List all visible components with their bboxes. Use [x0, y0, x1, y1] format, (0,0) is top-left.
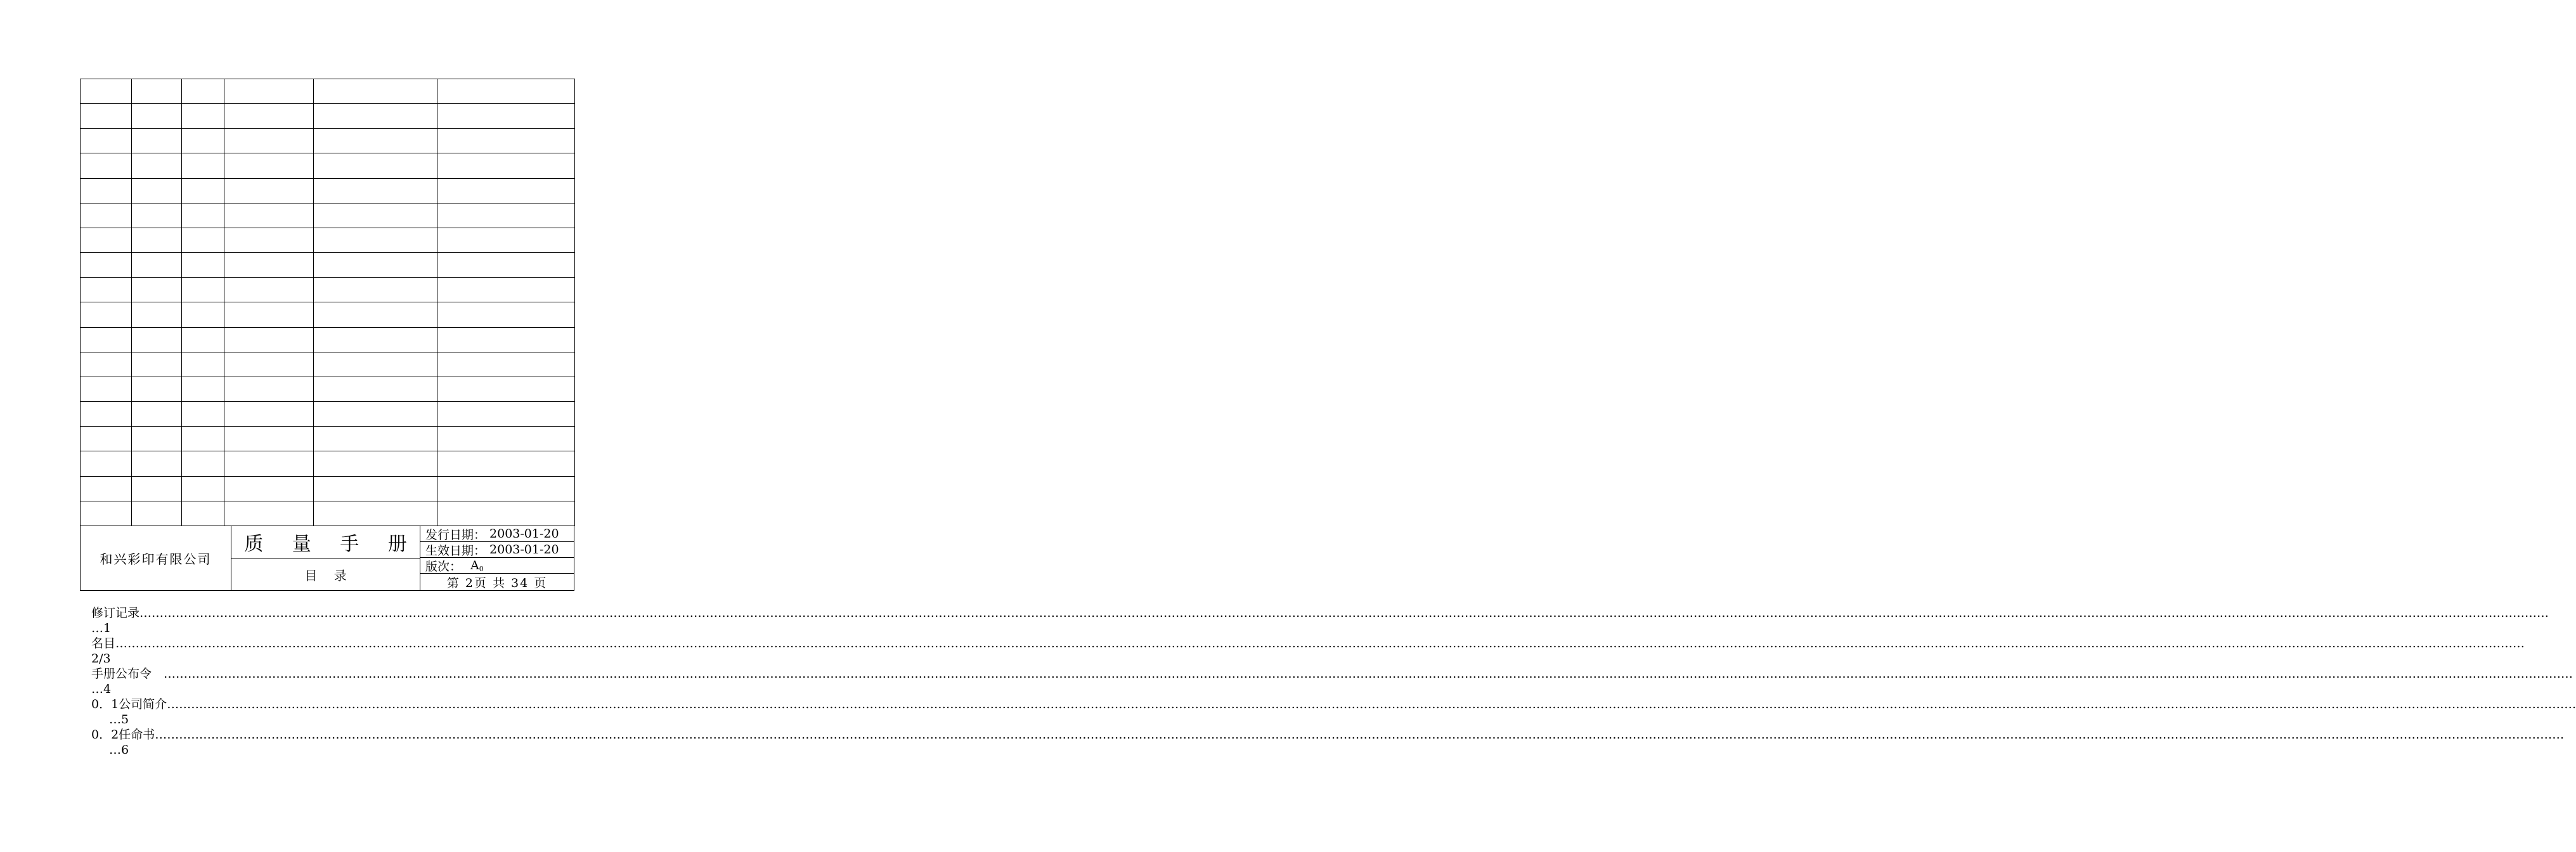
- version-value: [470, 558, 484, 573]
- grid-cell: [437, 402, 575, 427]
- toc-leader-dots: ……………………………………………………………………………………………………………………………………………………………………………………………………………………………………………………………………………………………………………………………………………………………………………………………………………………………………………………………………………………………………………………………………………………: [139, 606, 2549, 620]
- toc-entry-title: 0．1公司简介: [91, 697, 167, 711]
- grid-cell: [437, 253, 575, 278]
- grid-cell: [314, 402, 437, 427]
- grid-cell: [132, 451, 182, 476]
- grid-row: [81, 203, 575, 228]
- grid-cell: [81, 377, 132, 401]
- grid-cell: [81, 79, 132, 104]
- grid-row: [81, 153, 575, 178]
- document-title: 质 量 手 册: [231, 526, 420, 558]
- grid-row: [81, 451, 575, 476]
- grid-cell: [224, 203, 314, 228]
- grid-cell: [81, 427, 132, 451]
- grid-cell: [81, 451, 132, 476]
- grid-cell: [314, 278, 437, 302]
- table-of-contents: [91, 605, 2576, 758]
- grid-cell: [132, 253, 182, 278]
- grid-cell: [437, 352, 575, 377]
- grid-cell: [81, 253, 132, 278]
- grid-cell: [81, 352, 132, 377]
- grid-cell: [437, 178, 575, 203]
- grid-cell: [224, 302, 314, 327]
- toc-leader-dots: ……………………………………………………………………………………………………………………………………………………………………………………………………………………………………………………………………………………………………………………………………………………………………………………………………………………………………………………………………………………………………………………………………………………: [167, 697, 2576, 711]
- grid-cell: [132, 501, 182, 526]
- grid-cell: [182, 352, 224, 377]
- grid-cell: [437, 104, 575, 129]
- grid-cell: [182, 327, 224, 352]
- effective-date-value: 2003-01-20: [489, 543, 559, 557]
- grid-cell: [132, 153, 182, 178]
- grid-cell: [81, 327, 132, 352]
- grid-cell: [224, 402, 314, 427]
- grid-cell: [224, 476, 314, 501]
- company-name: 和兴彩印有限公司: [80, 526, 231, 591]
- grid-cell: [224, 253, 314, 278]
- grid-cell: [224, 278, 314, 302]
- grid-cell: [314, 178, 437, 203]
- grid-cell: [81, 129, 132, 153]
- toc-entry-title: 名目: [91, 636, 116, 650]
- page-info: 第 2页 共 34 页: [420, 573, 574, 591]
- grid-row: [81, 104, 575, 129]
- grid-cell: [437, 153, 575, 178]
- grid-cell: [132, 278, 182, 302]
- grid-cell: [314, 501, 437, 526]
- toc-entry[interactable]: [91, 727, 2565, 758]
- grid-cell: [314, 352, 437, 377]
- grid-cell: [437, 327, 575, 352]
- issue-date-label: 发行日期：: [425, 527, 486, 542]
- grid-row: [81, 427, 575, 451]
- grid-cell: [224, 178, 314, 203]
- grid-cell: [81, 501, 132, 526]
- revision-record-table: [80, 79, 575, 526]
- grid-cell: [224, 153, 314, 178]
- toc-entry[interactable]: [91, 636, 2525, 666]
- toc-entry-title: 修订记录: [91, 606, 140, 620]
- grid-cell: [437, 203, 575, 228]
- grid-cell: [314, 104, 437, 129]
- grid-cell: [81, 476, 132, 501]
- grid-cell: [224, 427, 314, 451]
- toc-entry-title: 手册公布令: [91, 667, 164, 681]
- grid-cell: [182, 79, 224, 104]
- grid-cell: [437, 79, 575, 104]
- grid-cell: [132, 327, 182, 352]
- grid-cell: [437, 501, 575, 526]
- grid-cell: [182, 203, 224, 228]
- grid-cell: [132, 402, 182, 427]
- toc-entry-page: …4: [91, 682, 112, 696]
- grid-cell: [182, 228, 224, 252]
- grid-cell: [182, 302, 224, 327]
- grid-cell: [224, 377, 314, 401]
- grid-row: [81, 302, 575, 327]
- grid-cell: [132, 302, 182, 327]
- grid-cell: [81, 228, 132, 252]
- grid-cell: [224, 129, 314, 153]
- grid-cell: [182, 129, 224, 153]
- grid-cell: [81, 178, 132, 203]
- grid-cell: [182, 402, 224, 427]
- grid-cell: [182, 451, 224, 476]
- grid-cell: [132, 178, 182, 203]
- grid-cell: [224, 352, 314, 377]
- grid-cell: [224, 79, 314, 104]
- grid-cell: [132, 203, 182, 228]
- grid-cell: [314, 451, 437, 476]
- version-letter: A: [470, 558, 479, 572]
- grid-cell: [437, 228, 575, 252]
- grid-cell: [437, 451, 575, 476]
- grid-cell: [224, 501, 314, 526]
- grid-cell: [81, 203, 132, 228]
- grid-cell: [314, 228, 437, 252]
- grid-cell: [132, 476, 182, 501]
- toc-entry-title: 0．2任命书: [91, 728, 155, 742]
- grid-cell: [314, 129, 437, 153]
- grid-cell: [132, 377, 182, 401]
- grid-row: [81, 377, 575, 401]
- grid-cell: [182, 178, 224, 203]
- grid-cell: [437, 278, 575, 302]
- grid-cell: [314, 203, 437, 228]
- issue-date-row: [420, 526, 574, 542]
- grid-cell: [224, 104, 314, 129]
- grid-row: [81, 79, 575, 104]
- grid-cell: [81, 153, 132, 178]
- grid-cell: [81, 104, 132, 129]
- grid-cell: [81, 402, 132, 427]
- grid-cell: [224, 451, 314, 476]
- grid-cell: [132, 427, 182, 451]
- grid-cell: [182, 278, 224, 302]
- toc-entry-page: …5: [109, 713, 129, 726]
- grid-row: [81, 476, 575, 501]
- toc-entry-page: …6: [109, 743, 129, 757]
- grid-cell: [132, 352, 182, 377]
- grid-cell: [224, 327, 314, 352]
- grid-cell: [437, 377, 575, 401]
- toc-leader-dots: ……………………………………………………………………………………………………………………………………………………………………………………………………………………………………………………………………………………………………………………………………………………………………………………………………………………………………………………………………………………………………………………………………………………: [164, 667, 2573, 681]
- toc-entry-page: 2/3: [91, 652, 111, 666]
- grid-row: [81, 501, 575, 526]
- grid-cell: [314, 377, 437, 401]
- toc-entry[interactable]: [91, 666, 2573, 697]
- grid-cell: [132, 228, 182, 252]
- grid-cell: [182, 501, 224, 526]
- grid-cell: [182, 377, 224, 401]
- grid-cell: [437, 427, 575, 451]
- toc-entry-page: …1: [91, 621, 112, 635]
- grid-cell: [182, 153, 224, 178]
- effective-date-label: 生效日期：: [425, 543, 486, 558]
- grid-row: [81, 253, 575, 278]
- toc-entry[interactable]: [91, 697, 2576, 727]
- grid-cell: [182, 427, 224, 451]
- grid-row: [81, 278, 575, 302]
- grid-cell: [81, 302, 132, 327]
- grid-cell: [224, 228, 314, 252]
- grid-row: [81, 352, 575, 377]
- toc-leader-dots: ……………………………………………………………………………………………………………………………………………………………………………………………………………………………………………………………………………………………………………………………………………………………………………………………………………………………………………………………………………………………………………………………………………………: [155, 728, 2565, 742]
- grid-cell: [132, 79, 182, 104]
- grid-cell: [182, 476, 224, 501]
- grid-cell: [314, 427, 437, 451]
- effective-date-row: [420, 541, 574, 558]
- grid-cell: [314, 302, 437, 327]
- grid-cell: [314, 327, 437, 352]
- grid-cell: [314, 153, 437, 178]
- grid-cell: [314, 79, 437, 104]
- grid-cell: [314, 476, 437, 501]
- grid-cell: [132, 104, 182, 129]
- grid-row: [81, 178, 575, 203]
- grid-cell: [314, 253, 437, 278]
- grid-cell: [81, 278, 132, 302]
- section-title: 目 录: [231, 558, 420, 591]
- version-subscript: 0: [479, 564, 484, 573]
- grid-cell: [182, 104, 224, 129]
- grid-row: [81, 228, 575, 252]
- version-label: 版次：: [425, 559, 462, 574]
- grid-row: [81, 129, 575, 153]
- grid-cell: [182, 253, 224, 278]
- version-row: [420, 557, 574, 574]
- toc-leader-dots: ……………………………………………………………………………………………………………………………………………………………………………………………………………………………………………………………………………………………………………………………………………………………………………………………………………………………………………………………………………………………………………………………………………………: [115, 636, 2525, 650]
- grid-cell: [437, 476, 575, 501]
- grid-row: [81, 402, 575, 427]
- grid-cell: [132, 129, 182, 153]
- grid-cell: [437, 129, 575, 153]
- grid-row: [81, 327, 575, 352]
- issue-date-value: 2003-01-20: [489, 527, 559, 541]
- grid-cell: [437, 302, 575, 327]
- toc-entry[interactable]: [91, 605, 2549, 636]
